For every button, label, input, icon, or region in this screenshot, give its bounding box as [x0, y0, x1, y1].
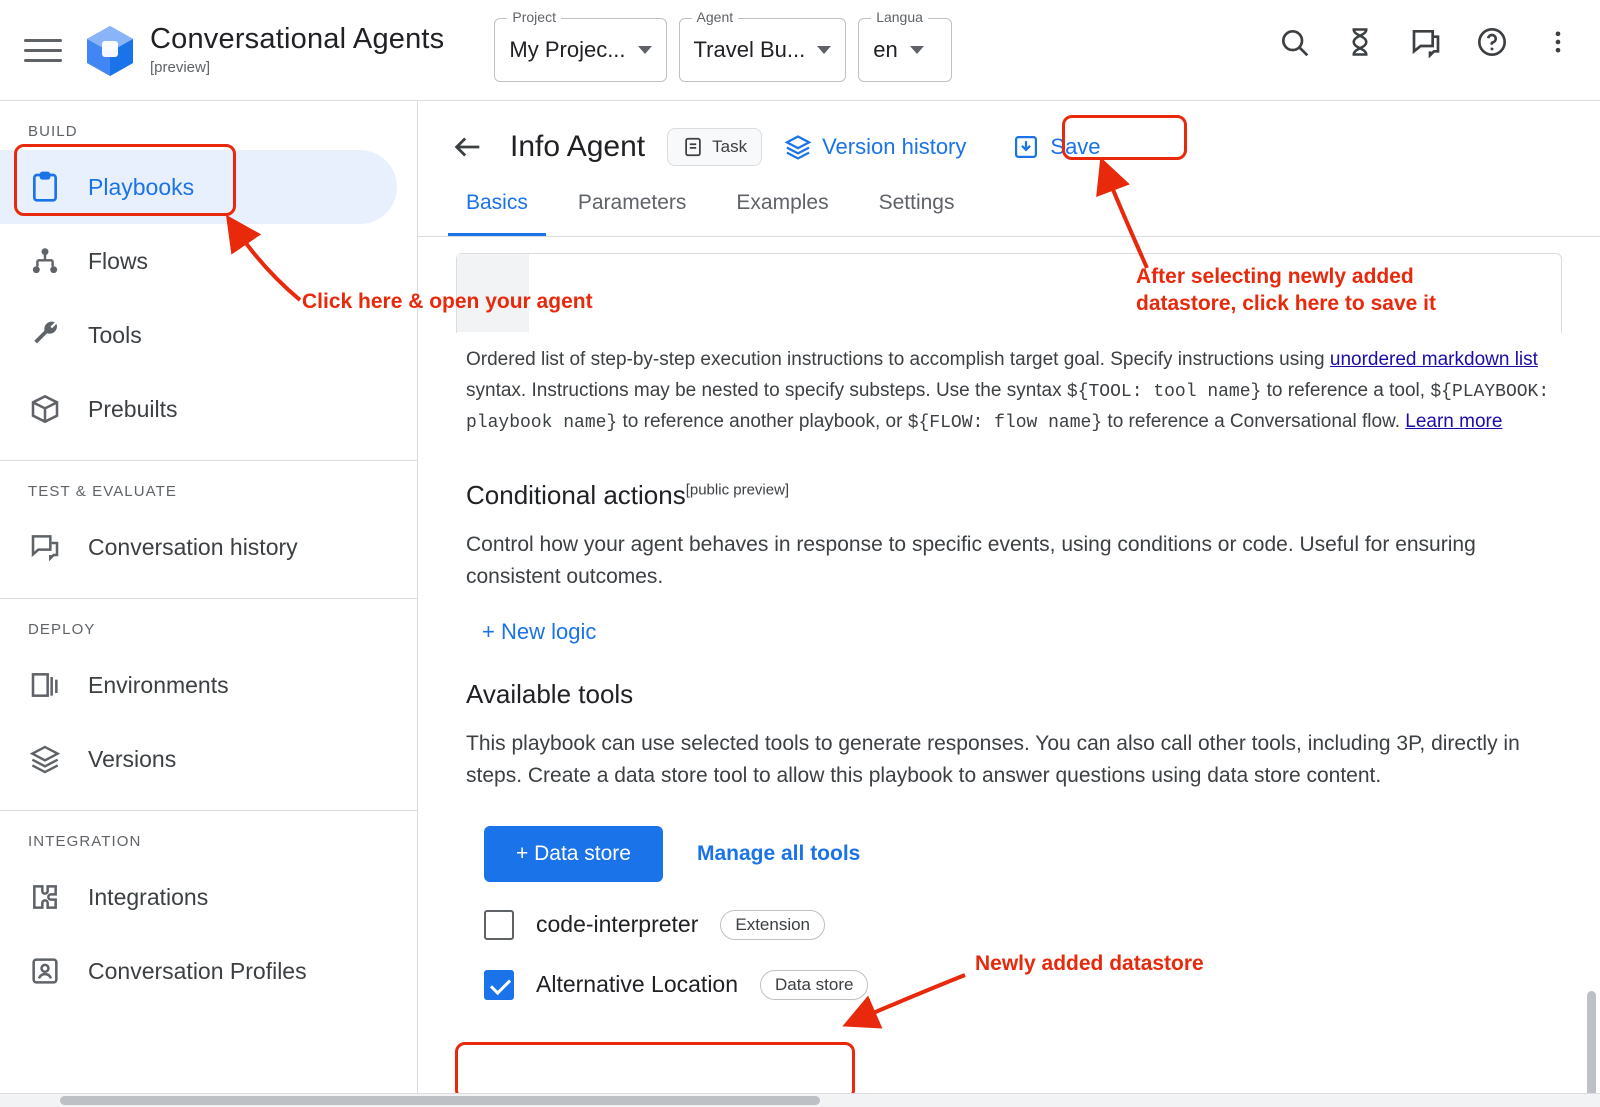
versions-icon	[784, 133, 812, 161]
conditional-actions-body: Control how your agent behaves in response to specific events, using conditions or code. Useful for ensuring consistent outcomes.	[466, 533, 1476, 588]
helper-part-2: syntax. Instructions may be nested to specify substeps. Use the syntax	[466, 379, 1067, 401]
sidebar-item-label: Integrations	[88, 883, 209, 910]
conversational-agents-logo	[84, 23, 136, 77]
search-icon[interactable]	[1274, 22, 1314, 62]
back-arrow-icon[interactable]	[448, 127, 488, 167]
integrations-icon	[28, 880, 62, 914]
page-title: Conversational Agents	[150, 23, 445, 56]
sidebar-section-build-title: BUILD	[28, 123, 78, 140]
body-area	[0, 101, 1600, 1107]
hamburger-line	[24, 39, 62, 42]
sidebar-item-label: Environments	[88, 671, 229, 698]
sidebar-item-environments[interactable]	[0, 648, 417, 722]
chevron-down-icon	[817, 46, 831, 54]
helper-part-5: to reference a Conversational flow.	[1102, 410, 1406, 432]
tool-list-item-code-interpreter[interactable]	[484, 910, 1570, 940]
main-content	[418, 480, 1600, 1000]
agent-header	[418, 101, 1600, 167]
save-button[interactable]	[1012, 133, 1100, 161]
sidebar-item-integrations[interactable]	[0, 860, 417, 934]
project-selector[interactable]	[494, 9, 666, 82]
tab-basics[interactable]: Basics	[448, 191, 546, 236]
save-label: Save	[1050, 134, 1101, 159]
conditional-actions-heading-text: Conditional actions	[466, 480, 686, 511]
tab-examples[interactable]: Examples	[736, 191, 829, 214]
sidebar-item-label: Prebuilts	[88, 395, 178, 422]
vertical-scrollbar[interactable]	[1588, 341, 1598, 1061]
available-tools-title: Available tools	[466, 678, 634, 709]
public-preview-badge: [public preview]	[685, 481, 790, 499]
helper-part-1: Ordered list of step-by-step execution instructions to accomplish target goal. Specify instructions using	[466, 349, 1330, 370]
chevron-down-icon	[638, 46, 652, 54]
sidebar-item-label: Tools	[88, 321, 142, 348]
project-selector-label: Project	[507, 9, 561, 25]
box-icon	[28, 392, 62, 426]
annotation-click-here: Click here & open your agent	[302, 290, 593, 313]
tool-label: code-interpreter	[536, 911, 699, 938]
clipboard-icon	[28, 170, 62, 204]
app-title-block	[150, 24, 444, 76]
language-selector[interactable]	[858, 9, 952, 82]
tool-checkbox-code-interpreter[interactable]	[484, 910, 514, 940]
language-selector-value: en	[873, 37, 898, 62]
tab-settings[interactable]: Settings	[878, 191, 955, 214]
tool-checkbox-alternative-location[interactable]	[484, 970, 514, 1000]
sidebar-section-integration-title: INTEGRATION	[28, 833, 142, 850]
sidebar-item-label: Conversation Profiles	[88, 957, 307, 984]
tools-actions-row	[484, 826, 1570, 882]
more-options-icon[interactable]	[1538, 22, 1578, 62]
instructions-helper-text	[466, 345, 1552, 438]
preview-tag: [preview]	[150, 58, 211, 76]
new-logic-button[interactable]: + New logic	[482, 618, 597, 644]
sidebar-item-label: Playbooks	[88, 173, 195, 200]
project-selector-value: My Projec...	[509, 37, 626, 62]
helper-part-3: to reference a tool,	[1261, 379, 1431, 401]
top-app-bar	[0, 0, 1600, 100]
wrench-icon	[28, 318, 62, 352]
agent-tabs	[418, 191, 1600, 237]
learn-more-link[interactable]: Learn more	[1405, 410, 1503, 432]
annotation-new-datastore: Newly added datastore	[975, 952, 1204, 975]
chevron-down-icon	[910, 46, 924, 54]
versions-icon	[28, 742, 62, 776]
sidebar-item-prebuilts[interactable]	[0, 372, 417, 446]
agent-selector-label: Agent	[692, 9, 739, 25]
conditional-actions-title	[466, 480, 1570, 511]
agent-selector[interactable]	[679, 9, 847, 82]
agent-name: Info Agent	[510, 130, 646, 163]
feedback-icon[interactable]	[1406, 22, 1446, 62]
helper-code-tool: ${TOOL: tool name}	[1066, 381, 1262, 402]
profile-icon	[28, 954, 62, 988]
vertical-scrollbar-thumb[interactable]	[1587, 991, 1596, 1107]
horizontal-scrollbar[interactable]	[0, 1093, 1600, 1107]
sidebar-section-test-title: TEST & EVALUATE	[28, 483, 178, 500]
task-chip[interactable]	[667, 128, 762, 166]
top-bar-actions	[1274, 22, 1578, 62]
tool-label: Alternative Location	[536, 971, 739, 998]
add-data-store-button[interactable]: + Data store	[484, 826, 663, 882]
save-icon	[1012, 133, 1040, 161]
available-tools-body: This playbook can use selected tools to generate responses. You can also call other tools, including 3P, directly in steps. Create a data store tool to allow this playbook to answer questions using data store content.	[466, 731, 1520, 787]
sidebar-item-conversation-profiles[interactable]	[0, 934, 417, 1008]
sidebar-item-label: Conversation history	[88, 533, 298, 560]
helper-code-flow: ${FLOW: flow name}	[907, 412, 1103, 433]
hamburger-line	[24, 49, 62, 52]
tab-parameters[interactable]: Parameters	[577, 191, 687, 214]
helper-code-playbook: ${PLAYBOOK: playbook name}	[466, 381, 1550, 433]
unordered-markdown-list-link[interactable]: unordered markdown list	[1329, 349, 1538, 370]
sidebar-item-label: Versions	[88, 745, 177, 772]
help-icon[interactable]	[1472, 22, 1512, 62]
manage-all-tools-link[interactable]: Manage all tools	[696, 841, 861, 865]
tool-badge: Extension	[720, 910, 825, 940]
sidebar-item-flows[interactable]	[0, 224, 417, 298]
task-icon	[682, 136, 704, 158]
task-chip-label: Task	[712, 137, 748, 156]
agent-selector-value: Travel Bu...	[693, 37, 806, 62]
sidebar-item-conversation-history[interactable]	[0, 510, 417, 584]
sidebar	[0, 101, 418, 1107]
chat-history-icon	[28, 530, 62, 564]
sidebar-item-versions[interactable]	[0, 722, 417, 796]
sidebar-item-playbooks[interactable]	[0, 150, 397, 224]
context-selectors	[494, 9, 952, 82]
hourglass-icon[interactable]	[1340, 22, 1380, 62]
version-history-label: Version history	[822, 134, 967, 159]
version-history-button[interactable]	[784, 133, 966, 161]
flows-icon	[28, 244, 62, 278]
helper-part-4: to reference another playbook, or	[617, 410, 908, 432]
environments-icon	[28, 668, 62, 702]
annotation-save-note: After selecting newly added datastore, click here to save it	[1136, 265, 1436, 316]
sidebar-item-label: Flows	[88, 247, 149, 274]
hamburger-line	[24, 59, 62, 62]
sidebar-section-deploy-title: DEPLOY	[28, 621, 96, 638]
tool-badge: Data store	[760, 970, 868, 1000]
hamburger-menu-icon[interactable]	[24, 29, 66, 71]
language-selector-label: Langua	[871, 9, 928, 25]
horizontal-scrollbar-thumb[interactable]	[60, 1096, 820, 1105]
